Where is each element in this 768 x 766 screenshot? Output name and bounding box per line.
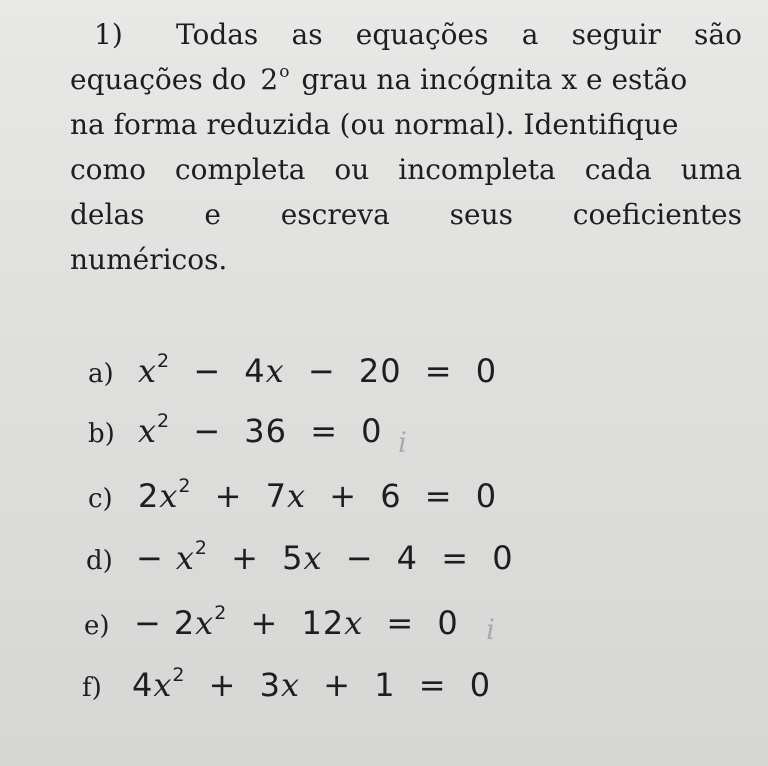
- handwritten-mark-b: i: [398, 426, 407, 459]
- variable: x: [159, 477, 179, 515]
- variable: x: [138, 412, 158, 450]
- exponent: 2: [157, 410, 171, 432]
- coefficient: 4: [244, 352, 266, 390]
- operator: +: [214, 477, 243, 515]
- equation-item-a: [88, 352, 497, 400]
- problem-word: ou: [334, 153, 370, 186]
- problem-word: as: [291, 18, 323, 51]
- coefficient: 12: [301, 604, 345, 642]
- right-hand-side: 0: [361, 412, 383, 450]
- variable: x: [265, 352, 285, 390]
- degree-superscript: o: [279, 62, 290, 82]
- equation-label: c): [88, 484, 113, 514]
- equals-sign: =: [424, 352, 453, 390]
- exponent: 2: [157, 350, 171, 372]
- operator: −: [193, 352, 222, 390]
- problem-text: equações do: [70, 63, 247, 96]
- problem-word: são: [694, 18, 742, 51]
- problem-word: seguir: [571, 18, 661, 51]
- operator: +: [329, 477, 358, 515]
- problem-number: 1): [94, 18, 123, 51]
- problem-word: delas: [70, 198, 145, 231]
- equation-item-d: [86, 539, 514, 587]
- operator: +: [250, 604, 279, 642]
- coefficient: 3: [259, 666, 282, 704]
- coefficient: 2: [138, 477, 160, 515]
- equation-item-f: [82, 666, 491, 714]
- problem-word: uma: [680, 153, 742, 186]
- equation: [138, 477, 497, 515]
- equation-label: b): [88, 419, 115, 449]
- constant: 4: [396, 539, 419, 577]
- operator: −: [136, 539, 164, 577]
- right-hand-side: 0: [475, 352, 498, 390]
- problem-word: coeficientes: [572, 198, 742, 231]
- variable: x: [287, 477, 307, 515]
- problem-word: completa: [174, 153, 306, 186]
- equation-label: a): [88, 359, 114, 389]
- problem-word: incompleta: [398, 153, 556, 186]
- equals-sign: =: [424, 477, 453, 515]
- right-hand-side: 0: [492, 539, 514, 577]
- equation-label: e): [84, 611, 110, 641]
- equation-item-c: [88, 477, 497, 525]
- problem-word: como: [70, 153, 146, 186]
- problem-line-2: [70, 61, 742, 99]
- problem-text: grau na incógnita x e estão: [301, 63, 688, 96]
- equals-sign: =: [418, 666, 447, 704]
- problem-word: seus: [449, 198, 513, 231]
- equals-sign: =: [386, 604, 415, 642]
- right-hand-side: 0: [475, 477, 498, 515]
- constant: 20: [358, 352, 402, 390]
- problem-word: a: [521, 18, 539, 51]
- problem-statement: [70, 16, 742, 286]
- degree-symbol: [260, 61, 289, 99]
- exponent: 2: [194, 537, 208, 559]
- handwritten-mark-e: i: [486, 613, 495, 646]
- coefficient: 7: [265, 477, 288, 515]
- equation: [132, 666, 491, 704]
- problem-line-5: [70, 196, 742, 234]
- degree-base: 2: [260, 63, 279, 96]
- equals-sign: =: [441, 539, 470, 577]
- variable: x: [281, 666, 301, 704]
- operator: +: [323, 666, 352, 704]
- equation-label: f): [82, 673, 102, 703]
- equation-label: d): [86, 546, 113, 576]
- coefficient: 5: [282, 539, 304, 577]
- problem-line-1: [70, 16, 742, 54]
- variable: x: [153, 666, 173, 704]
- equation-item-e: [84, 604, 459, 652]
- exponent: 2: [178, 475, 192, 497]
- constant: 36: [244, 412, 288, 450]
- exponent: 2: [214, 602, 228, 624]
- coefficient: 2: [173, 604, 196, 642]
- exponent: 2: [172, 664, 186, 686]
- operator: +: [231, 539, 259, 577]
- variable: x: [175, 539, 195, 577]
- operator: −: [345, 539, 374, 577]
- problem-line-3: [70, 106, 742, 144]
- problem-line-6: [70, 241, 742, 279]
- constant: 6: [380, 477, 402, 515]
- equation: [138, 352, 497, 390]
- variable: x: [195, 604, 215, 642]
- problem-text: na forma reduzida (ou normal). Identifique: [70, 108, 679, 141]
- coefficient: 4: [132, 666, 154, 704]
- equation: [136, 539, 514, 577]
- problem-word: e: [204, 198, 221, 231]
- operator: −: [307, 352, 336, 390]
- problem-line-4: [70, 151, 742, 189]
- constant: 1: [374, 666, 396, 704]
- equation: [134, 604, 459, 642]
- problem-word: cada: [584, 153, 652, 186]
- variable: x: [138, 352, 158, 390]
- variable: x: [303, 539, 323, 577]
- equation-item-b: [88, 412, 383, 460]
- equals-sign: =: [310, 412, 338, 450]
- operator: −: [134, 604, 162, 642]
- problem-word: escreva: [280, 198, 390, 231]
- problem-word: Todas: [175, 18, 259, 51]
- operator: −: [193, 412, 222, 450]
- right-hand-side: 0: [469, 666, 492, 704]
- equation: [138, 412, 383, 450]
- problem-text: numéricos.: [70, 243, 228, 276]
- right-hand-side: 0: [437, 604, 459, 642]
- problem-word: equações: [355, 18, 489, 51]
- variable: x: [344, 604, 364, 642]
- operator: +: [208, 666, 237, 704]
